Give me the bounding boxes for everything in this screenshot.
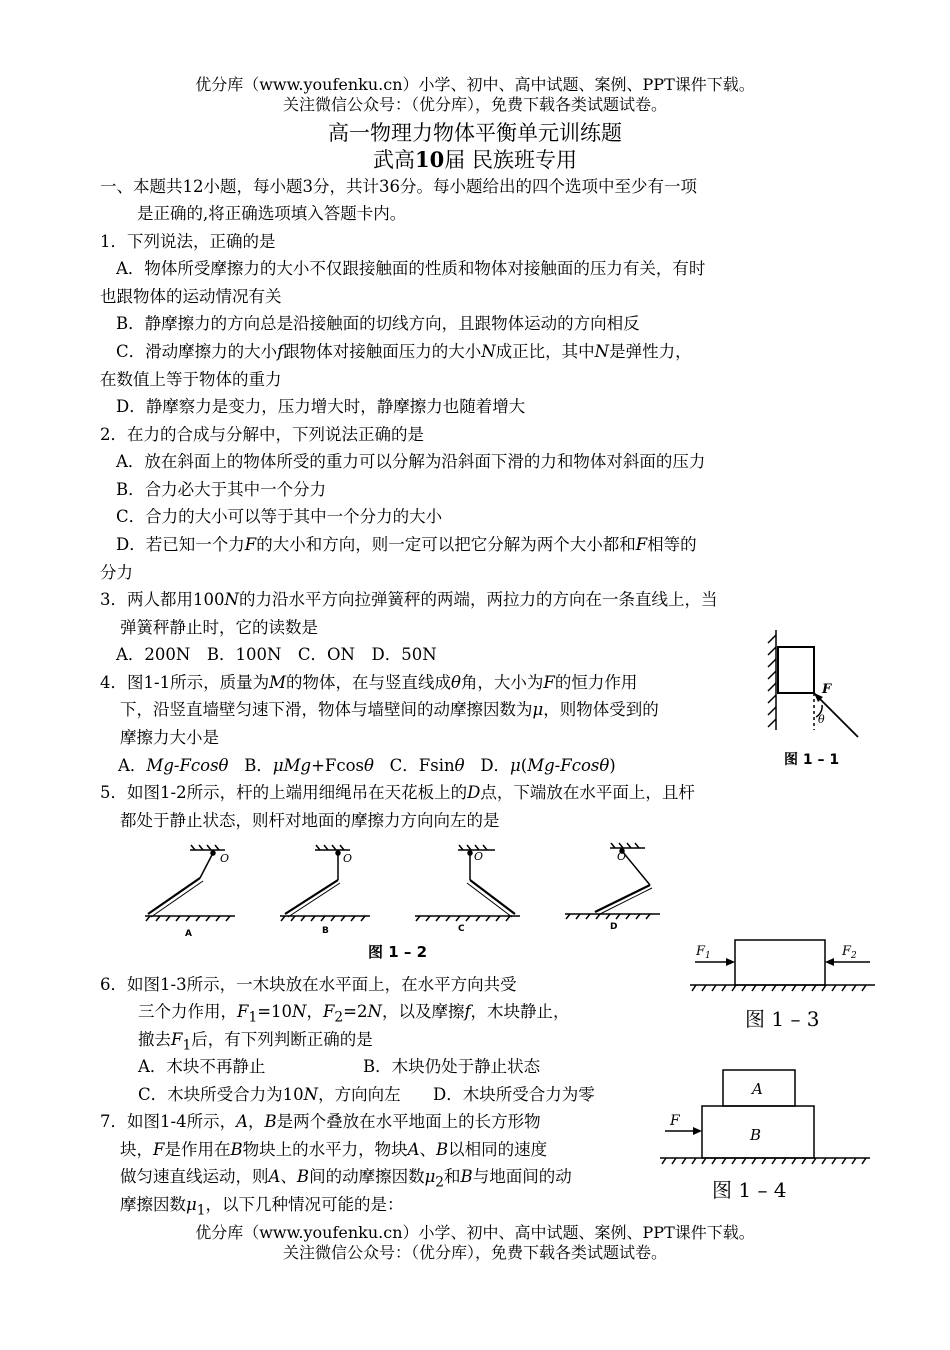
fig12-point-c: O <box>474 850 484 863</box>
q6-option-a: A．木块不再静止 <box>138 1057 266 1076</box>
figure-1-4 <box>660 1065 880 1210</box>
q2-stem: 2．在力的合成与分解中，下列说法正确的是 <box>100 425 424 444</box>
fig11-caption: 图 1 – 1 <box>784 752 840 768</box>
fig13-caption: 图 1 – 3 <box>745 1007 820 1031</box>
figure-1-2 <box>140 840 670 965</box>
q1-option-d: D．静摩察力是变力，压力增大时，静摩擦力也随着增大 <box>116 397 526 416</box>
fig12-point-b: O <box>343 852 353 865</box>
fig12-point-a: O <box>220 852 230 865</box>
header-line-2: 关注微信公众号：（优分库），免费下载各类试题试卷。 <box>282 95 667 114</box>
q3-stem-line-1: 3．两人都用100N的力沿水平方向拉弹簧秤的两端，两拉力的方向在一条直线上，当 <box>100 590 718 609</box>
q7-stem-line-1: 7．如图1-4所示，A，B是两个叠放在水平地面上的长方形物 <box>100 1112 541 1131</box>
q3-stem-line-2: 弹簧秤静止时，它的读数是 <box>120 618 318 637</box>
fig12-diagram-d <box>565 843 660 919</box>
fig12-diagram-b <box>280 845 370 921</box>
fig14-label-f: F <box>670 1113 680 1129</box>
q6-stem-line-2: 三个力作用，$F_1=10N$，$F_2=2N$，以及摩擦f，木块静止， <box>138 1002 570 1026</box>
fig12-label-d: D <box>610 922 618 932</box>
fig12-diagram-c <box>415 845 520 921</box>
q1-option-a-line-2: 也跟物体的运动情况有关 <box>100 287 282 306</box>
figure-1-1 <box>760 625 880 775</box>
fig11-label-f: F <box>822 682 832 697</box>
fig14-caption: 图 1 – 4 <box>712 1178 787 1202</box>
q1-option-b: B．静摩擦力的方向总是沿接触面的切线方向，且跟物体运动的方向相反 <box>116 314 640 333</box>
q2-option-d-line-1: D．若已知一个力F的大小和方向，则一定可以把它分解为两个大小都和F相等的 <box>116 535 697 554</box>
fig12-caption: 图 1 – 2 <box>368 943 428 961</box>
q2-option-c: C．合力的大小可以等于其中一个分力的大小 <box>116 507 443 526</box>
q6-option-d: D．木块所受合力为零 <box>433 1085 595 1104</box>
page-title: 高一物理力物体平衡单元训练题 <box>328 121 622 145</box>
footer-line-2: 关注微信公众号：（优分库），免费下载各类试题试卷。 <box>282 1243 667 1262</box>
q7-stem-line-2: 块，F是作用在B物块上的水平力，物块A、B以相同的速度 <box>120 1140 548 1159</box>
section-instruction-line-2: 是正确的,将正确选项填入答题卡内。 <box>137 204 407 223</box>
q4-stem-line-2: 下，沿竖直墙壁匀速下滑，物体与墙壁间的动摩擦因数为μ，则物体受到的 <box>120 700 659 719</box>
section-instruction-line-1: 一、本题共12小题，每小题3分，共计36分。每小题给出的四个选项中至少有一项 <box>100 177 697 196</box>
page-subtitle: 武高10届 民族班专用 <box>373 147 577 172</box>
q1-option-c-line-2: 在数值上等于物体的重力 <box>100 370 282 389</box>
q4-stem-line-1: 4．图1-1所示，质量为M的物体，在与竖直线成θ角，大小为F的恒力作用 <box>100 673 638 692</box>
figure-1-3 <box>690 935 880 1035</box>
q4-stem-line-3: 摩擦力大小是 <box>120 728 219 747</box>
footer-line-1: 优分库（www.youfenku.cn）小学、初中、高中试题、案例、PPT课件下载。 <box>195 1223 755 1242</box>
q1-stem: 1．下列说法，正确的是 <box>100 232 276 251</box>
fig13-label-f2: $F_2$ <box>842 944 857 961</box>
q6-stem-line-1: 6．如图1-3所示，一木块放在水平面上，在水平方向共受 <box>100 975 517 994</box>
q2-option-b: B．合力必大于其中一个分力 <box>116 480 327 499</box>
q6-option-b: B．木块仍处于静止状态 <box>363 1057 541 1076</box>
q6-stem-line-3: 撤去$F_1$后，有下列判断正确的是 <box>138 1030 373 1054</box>
q3-options: A．200N B．100N C．ON D．50N <box>116 645 437 664</box>
q2-option-a: A．放在斜面上的物体所受的重力可以分解为沿斜面下滑的力和物体对斜面的压力 <box>116 452 706 471</box>
fig12-label-a: A <box>185 929 192 939</box>
q5-stem-line-1: 5．如图1-2所示，杆的上端用细绳吊在天花板上的D点，下端放在水平面上，且杆 <box>100 783 695 802</box>
q7-stem-line-4: 摩擦因数$\mu_1$，以下几种情况可能的是： <box>120 1195 404 1219</box>
fig14-label-b: B <box>750 1126 762 1144</box>
fig12-label-b: B <box>322 926 329 936</box>
q4-options: A．Mg-Fcosθ B．μMg+Fcosθ C．Fsinθ D．μ(Mg-Fcosθ) <box>118 756 616 775</box>
q1-option-a-line-1: A．物体所受摩擦力的大小不仅跟接触面的性质和物体对接触面的压力有关，有时 <box>116 259 706 278</box>
fig12-point-d: O <box>617 850 627 863</box>
fig11-label-theta: θ <box>818 713 825 726</box>
q5-stem-line-2: 都处于静止状态，则杆对地面的摩擦力方向向左的是 <box>120 811 500 830</box>
q7-stem-line-3: 做匀速直线运动，则A、B间的动摩擦因数$\mu_2$和B与地面间的动 <box>120 1167 572 1191</box>
fig14-label-a: A <box>752 1080 763 1098</box>
q1-option-c-line-1: C．滑动摩擦力的大小f跟物体对接触面压力的大小N成正比，其中N是弹性力， <box>116 342 692 361</box>
q2-option-d-line-2: 分力 <box>100 563 133 582</box>
header-line-1: 优分库（www.youfenku.cn）小学、初中、高中试题、案例、PPT课件下载。 <box>195 75 755 94</box>
fig13-label-f1: $F_1$ <box>696 944 711 961</box>
q6-option-c: C．木块所受合力为10N，方向向左 <box>138 1085 401 1104</box>
fig12-label-c: C <box>458 924 465 934</box>
